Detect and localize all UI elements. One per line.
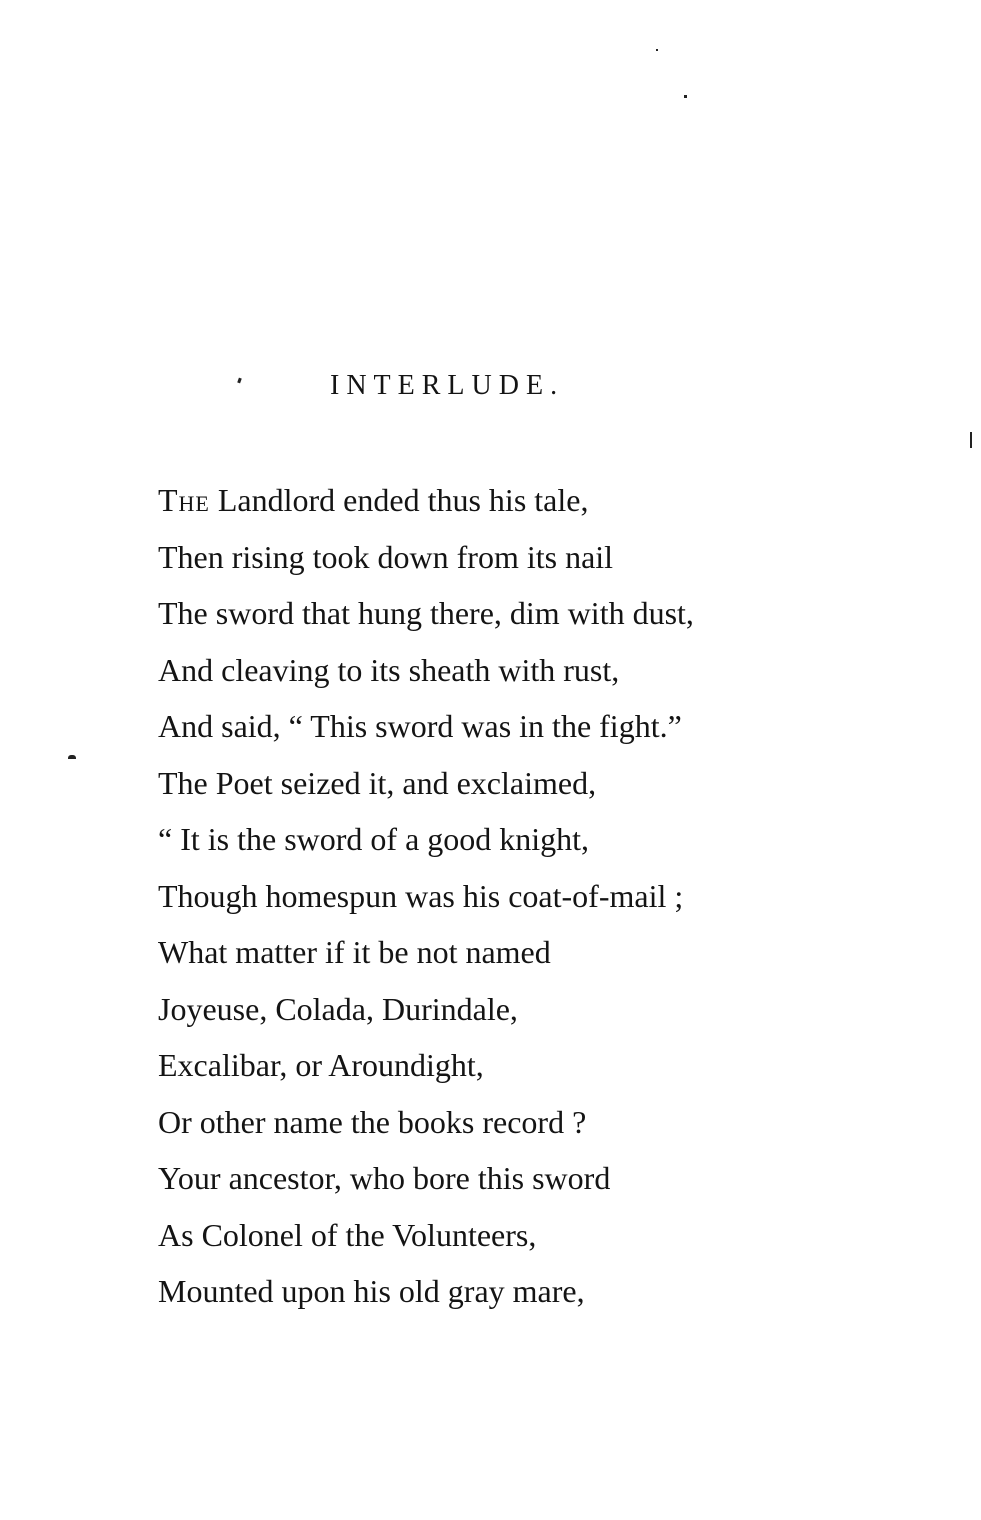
print-speck [970, 432, 972, 448]
poem-text [158, 472, 858, 1320]
poem-line: Joyeuse, Colada, Durindale, [158, 990, 518, 1027]
poem-line: Your ancestor, who bore this sword [158, 1160, 611, 1196]
poem-line: “ It is the sword of a good knight, [158, 821, 590, 857]
section-heading: INTERLUDE. [330, 370, 565, 401]
print-speck [684, 95, 687, 98]
poem-line: The sword that hung there, dim with dust, [158, 595, 694, 631]
poem-line: The Poet seized it, and exclaimed, [158, 764, 597, 801]
poem-line: As Colonel of the Volunteers, [158, 1216, 537, 1253]
first-line-text: Landlord ended thus his tale, [209, 482, 589, 518]
poem-line: And said, “ This sword was in the fight.” [158, 708, 682, 744]
print-speck [68, 755, 76, 759]
poem-line: What matter if it be not named [158, 934, 551, 970]
poem-line: Then rising took down from its nail [158, 538, 614, 575]
poem-line: And cleaving to its sheath with rust, [158, 651, 620, 688]
poem-line: Or other name the books record ? [158, 1103, 587, 1140]
drop-word: The [158, 482, 210, 518]
poem-line [158, 472, 858, 529]
poem-line: Mounted upon his old gray mare, [158, 1273, 585, 1309]
print-speck [237, 378, 242, 384]
poem-line: Though homespun was his coat-of-mail ; [158, 877, 684, 914]
print-speck [656, 49, 658, 51]
poem-line: Excalibar, or Aroundight, [158, 1047, 484, 1083]
